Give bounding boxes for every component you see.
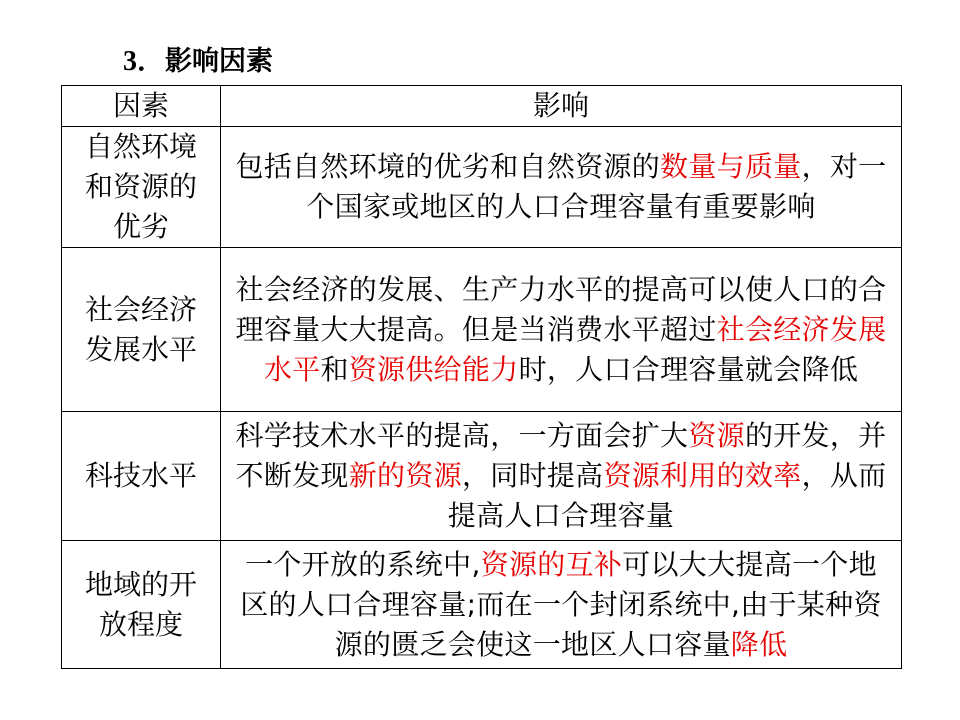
influence-text: ，同时提高 [461,459,604,492]
influence-cell [221,127,902,248]
section-title: 影响因素 [165,46,274,77]
influence-cell [221,248,902,412]
influence-text: ，对一个国家或地区的人口合理容量有重要影响 [306,150,887,223]
influence-text: 的开发，并不断发现 [235,419,887,492]
section-number: 3． [123,46,166,77]
table-row [62,127,902,248]
factors-table [61,85,902,669]
highlight-text: 数量与质量 [660,150,802,183]
factor-cell: 社会经济发展水平 [62,248,221,412]
highlight-text: 新的资源 [348,459,462,492]
influence-text: ，从而提高人口合理容量 [447,459,887,532]
highlight-text: 资源的互补 [480,547,623,581]
factor-cell: 地域的开放程度 [62,541,221,669]
influence-cell [221,412,902,541]
table-row [62,541,902,669]
influence-text: 可以大大提高一个地区的人口合理容量;而在一个封闭系统中,由于某种资源的匮乏会使这一地区人口容量 [240,547,882,661]
influence-cell [221,541,902,669]
highlight-text: 资源利用的效率 [603,459,802,492]
influence-text: 包括自然环境的优劣和自然资源的 [235,150,661,183]
table-row [62,248,902,412]
influence-text: 科学技术水平的提高，一方面会扩大 [235,419,689,452]
factor-cell: 科技水平 [62,412,221,541]
influence-text: 时，人口合理容量就会降低 [518,352,859,386]
highlight-text: 资源供给能力 [348,352,519,386]
factor-cell: 自然环境和资源的优劣 [62,127,221,248]
influence-text: 和 [320,352,349,386]
header-influence: 影响 [221,86,902,127]
influence-text: 一个开放的系统中, [245,547,481,581]
highlight-text: 社会经济发展水平 [263,312,887,386]
highlight-text: 降低 [730,627,788,661]
table-header-row [62,86,902,127]
influence-text: 社会经济的发展、生产力水平的提高可以使人口的合理容量大大提高。但是当消费水平超过 [235,272,887,346]
table-row [62,412,902,541]
highlight-text: 资源 [688,419,745,452]
header-factor: 因素 [62,86,221,127]
section-heading [123,44,273,80]
